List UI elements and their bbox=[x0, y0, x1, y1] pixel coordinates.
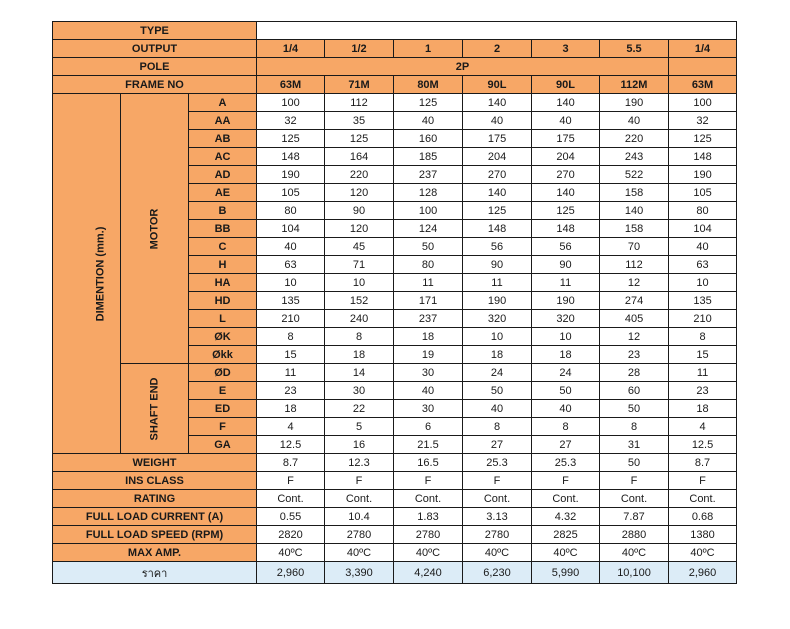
dimension-value: 90 bbox=[325, 202, 394, 220]
dimension-value: 63 bbox=[257, 256, 325, 274]
shaft-value: 50 bbox=[600, 400, 669, 418]
dimension-value: 237 bbox=[394, 310, 463, 328]
shaft-value: 40 bbox=[394, 382, 463, 400]
dimension-value: 220 bbox=[600, 130, 669, 148]
dimension-value: 274 bbox=[600, 292, 669, 310]
dimension-value: 105 bbox=[669, 184, 737, 202]
pole-value bbox=[669, 58, 737, 76]
dimension-value: 8 bbox=[669, 328, 737, 346]
dimension-value: 35 bbox=[325, 112, 394, 130]
ins-class-row bbox=[53, 472, 737, 490]
shaft-row bbox=[53, 364, 737, 382]
dimension-value: 40 bbox=[669, 238, 737, 256]
dimension-value: 148 bbox=[532, 220, 600, 238]
dimension-code: AC bbox=[189, 148, 257, 166]
ins-class-row-value: F bbox=[325, 472, 394, 490]
dimension-code: C bbox=[189, 238, 257, 256]
ins-class-row-label: INS CLASS bbox=[53, 472, 257, 490]
weight-row-value: 25.3 bbox=[463, 454, 532, 472]
dimension-value: 40 bbox=[463, 112, 532, 130]
dimension-value: 210 bbox=[257, 310, 325, 328]
weight-row-label: WEIGHT bbox=[53, 454, 257, 472]
full-load-current-row-label: FULL LOAD CURRENT (A) bbox=[53, 508, 257, 526]
rating-row-value: Cont. bbox=[600, 490, 669, 508]
rating-row-value: Cont. bbox=[394, 490, 463, 508]
price-label: ราคา bbox=[53, 562, 257, 584]
full-load-current-row-value: 1.83 bbox=[394, 508, 463, 526]
dimension-value: 135 bbox=[669, 292, 737, 310]
price-value: 2,960 bbox=[669, 562, 737, 584]
dimension-code: AD bbox=[189, 166, 257, 184]
ins-class-row-value: F bbox=[600, 472, 669, 490]
weight-row-value: 50 bbox=[600, 454, 669, 472]
dimension-value: 56 bbox=[463, 238, 532, 256]
dimension-value: 90 bbox=[532, 256, 600, 274]
max-amp-row-value: 40ºC bbox=[325, 544, 394, 562]
motor-label-text: MOTOR bbox=[148, 208, 161, 249]
dimension-value: 220 bbox=[325, 166, 394, 184]
dimension-value: 148 bbox=[463, 220, 532, 238]
shaft-value: 50 bbox=[463, 382, 532, 400]
max-amp-row-value: 40ºC bbox=[532, 544, 600, 562]
full-load-speed-row-value: 2780 bbox=[394, 526, 463, 544]
dimension-value: 140 bbox=[532, 94, 600, 112]
dimension-value: 148 bbox=[257, 148, 325, 166]
weight-row-value: 25.3 bbox=[532, 454, 600, 472]
dimension-value: 23 bbox=[600, 346, 669, 364]
full-load-current-row-value: 10.4 bbox=[325, 508, 394, 526]
ins-class-row-value: F bbox=[463, 472, 532, 490]
shaft-code: ØD bbox=[189, 364, 257, 382]
dimension-value: 125 bbox=[669, 130, 737, 148]
dimension-value: 80 bbox=[257, 202, 325, 220]
dimension-value: 243 bbox=[600, 148, 669, 166]
shaft-code: F bbox=[189, 418, 257, 436]
full-load-current-row-value: 0.55 bbox=[257, 508, 325, 526]
dimension-value: 320 bbox=[463, 310, 532, 328]
shaft-value: 30 bbox=[394, 400, 463, 418]
dimension-value: 152 bbox=[325, 292, 394, 310]
frame-row-value: 112M bbox=[600, 76, 669, 94]
shaft-value: 40 bbox=[532, 400, 600, 418]
dimension-value: 140 bbox=[463, 94, 532, 112]
dimension-value: 175 bbox=[463, 130, 532, 148]
pole-row bbox=[53, 58, 737, 76]
dimension-value: 90 bbox=[463, 256, 532, 274]
dimension-value: 112 bbox=[600, 256, 669, 274]
dimension-value: 125 bbox=[325, 130, 394, 148]
dimension-value: 70 bbox=[600, 238, 669, 256]
dimension-value: 237 bbox=[394, 166, 463, 184]
weight-row-value: 12.3 bbox=[325, 454, 394, 472]
full-load-speed-row-value: 2780 bbox=[463, 526, 532, 544]
dimension-value: 8 bbox=[325, 328, 394, 346]
output-row-value: 2 bbox=[463, 40, 532, 58]
dimension-value: 120 bbox=[325, 184, 394, 202]
shaft-value: 24 bbox=[532, 364, 600, 382]
output-row-value: 1/4 bbox=[257, 40, 325, 58]
dimension-value: 10 bbox=[463, 328, 532, 346]
shaft-value: 21.5 bbox=[394, 436, 463, 454]
weight-row-value: 16.5 bbox=[394, 454, 463, 472]
dimension-value: 32 bbox=[257, 112, 325, 130]
full-load-current-row-value: 7.87 bbox=[600, 508, 669, 526]
shaft-value: 8 bbox=[532, 418, 600, 436]
dimension-value: 140 bbox=[532, 184, 600, 202]
price-value: 4,240 bbox=[394, 562, 463, 584]
price-value: 10,100 bbox=[600, 562, 669, 584]
dimension-value: 158 bbox=[600, 220, 669, 238]
price-value: 6,230 bbox=[463, 562, 532, 584]
shaft-value: 27 bbox=[532, 436, 600, 454]
dimension-value: 45 bbox=[325, 238, 394, 256]
dimension-value: 56 bbox=[532, 238, 600, 256]
dimension-value: 12 bbox=[600, 274, 669, 292]
dimension-code: A bbox=[189, 94, 257, 112]
dimension-value: 204 bbox=[532, 148, 600, 166]
dimension-value: 15 bbox=[669, 346, 737, 364]
dimension-code: HA bbox=[189, 274, 257, 292]
dimension-value: 190 bbox=[257, 166, 325, 184]
max-amp-row-value: 40ºC bbox=[463, 544, 532, 562]
shaft-value: 30 bbox=[394, 364, 463, 382]
output-row-value: 3 bbox=[532, 40, 600, 58]
shaft-value: 18 bbox=[669, 400, 737, 418]
shaft-value: 50 bbox=[532, 382, 600, 400]
full-load-speed-row-value: 2825 bbox=[532, 526, 600, 544]
dimension-value: 100 bbox=[257, 94, 325, 112]
shaft-value: 16 bbox=[325, 436, 394, 454]
shaft-value: 22 bbox=[325, 400, 394, 418]
type-label: TYPE bbox=[53, 22, 257, 40]
frame-row-label: FRAME NO bbox=[53, 76, 257, 94]
rating-row-label: RATING bbox=[53, 490, 257, 508]
motor-spec-table bbox=[52, 21, 737, 584]
dimension-value: 105 bbox=[257, 184, 325, 202]
rating-row-value: Cont. bbox=[463, 490, 532, 508]
max-amp-row-value: 40ºC bbox=[669, 544, 737, 562]
shaft-value: 23 bbox=[257, 382, 325, 400]
dimension-value: 15 bbox=[257, 346, 325, 364]
shaft-value: 27 bbox=[463, 436, 532, 454]
shaft-value: 60 bbox=[600, 382, 669, 400]
dimension-value: 80 bbox=[394, 256, 463, 274]
shaft-end-label-text: SHAFT END bbox=[148, 377, 161, 440]
ins-class-row-value: F bbox=[257, 472, 325, 490]
shaft-value: 23 bbox=[669, 382, 737, 400]
dimension-value: 164 bbox=[325, 148, 394, 166]
rating-row-value: Cont. bbox=[257, 490, 325, 508]
full-load-speed-row-label: FULL LOAD SPEED (RPM) bbox=[53, 526, 257, 544]
output-row-value: 1/2 bbox=[325, 40, 394, 58]
dimension-value: 171 bbox=[394, 292, 463, 310]
dimension-value: 40 bbox=[394, 112, 463, 130]
price-value: 3,390 bbox=[325, 562, 394, 584]
dimension-value: 522 bbox=[600, 166, 669, 184]
shaft-code: E bbox=[189, 382, 257, 400]
dimension-value: 210 bbox=[669, 310, 737, 328]
price-value: 5,990 bbox=[532, 562, 600, 584]
dimension-value: 270 bbox=[532, 166, 600, 184]
shaft-code: ED bbox=[189, 400, 257, 418]
type-value bbox=[257, 22, 737, 40]
dimension-value: 40 bbox=[532, 112, 600, 130]
rating-row-value: Cont. bbox=[532, 490, 600, 508]
pole-value: 2P bbox=[257, 58, 669, 76]
dimension-value: 40 bbox=[257, 238, 325, 256]
dimension-row bbox=[53, 94, 737, 112]
frame-row-value: 80M bbox=[394, 76, 463, 94]
dimension-value: 11 bbox=[532, 274, 600, 292]
dimension-value: 19 bbox=[394, 346, 463, 364]
weight-row-value: 8.7 bbox=[669, 454, 737, 472]
rating-row-value: Cont. bbox=[669, 490, 737, 508]
dimension-value: 40 bbox=[600, 112, 669, 130]
dimension-value: 135 bbox=[257, 292, 325, 310]
max-amp-row bbox=[53, 544, 737, 562]
shaft-end-label bbox=[121, 364, 189, 454]
dimension-value: 190 bbox=[463, 292, 532, 310]
dimension-value: 120 bbox=[325, 220, 394, 238]
dimension-value: 11 bbox=[463, 274, 532, 292]
weight-row bbox=[53, 454, 737, 472]
max-amp-row-value: 40ºC bbox=[257, 544, 325, 562]
dimension-value: 140 bbox=[463, 184, 532, 202]
dimension-value: 148 bbox=[669, 148, 737, 166]
dimension-value: 71 bbox=[325, 256, 394, 274]
dimension-value: 18 bbox=[463, 346, 532, 364]
shaft-value: 31 bbox=[600, 436, 669, 454]
output-row-value: 1/4 bbox=[669, 40, 737, 58]
output-row-label: OUTPUT bbox=[53, 40, 257, 58]
dimension-value: 100 bbox=[669, 94, 737, 112]
full-load-current-row-value: 0.68 bbox=[669, 508, 737, 526]
dimension-value: 190 bbox=[532, 292, 600, 310]
full-load-speed-row-value: 1380 bbox=[669, 526, 737, 544]
dimension-value: 125 bbox=[463, 202, 532, 220]
shaft-value: 8 bbox=[600, 418, 669, 436]
shaft-value: 40 bbox=[463, 400, 532, 418]
dimension-value: 125 bbox=[257, 130, 325, 148]
dimension-value: 104 bbox=[257, 220, 325, 238]
dimension-value: 185 bbox=[394, 148, 463, 166]
dimension-value: 18 bbox=[394, 328, 463, 346]
frame-row-value: 71M bbox=[325, 76, 394, 94]
dimention-label bbox=[53, 94, 121, 454]
dimension-value: 160 bbox=[394, 130, 463, 148]
weight-row-value: 8.7 bbox=[257, 454, 325, 472]
type-row bbox=[53, 22, 737, 40]
shaft-value: 12.5 bbox=[257, 436, 325, 454]
shaft-value: 28 bbox=[600, 364, 669, 382]
full-load-current-row-value: 4.32 bbox=[532, 508, 600, 526]
dimension-value: 50 bbox=[394, 238, 463, 256]
dimention-label-text: DIMENTION (mm.) bbox=[94, 226, 107, 321]
full-load-current-row-value: 3.13 bbox=[463, 508, 532, 526]
dimension-value: 10 bbox=[532, 328, 600, 346]
shaft-value: 14 bbox=[325, 364, 394, 382]
dimension-code: H bbox=[189, 256, 257, 274]
dimension-value: 32 bbox=[669, 112, 737, 130]
dimension-value: 204 bbox=[463, 148, 532, 166]
dimension-value: 18 bbox=[532, 346, 600, 364]
shaft-value: 5 bbox=[325, 418, 394, 436]
dimension-value: 125 bbox=[532, 202, 600, 220]
motor-label bbox=[121, 94, 189, 364]
shaft-value: 11 bbox=[669, 364, 737, 382]
full-load-speed-row-value: 2880 bbox=[600, 526, 669, 544]
dimension-code: ØK bbox=[189, 328, 257, 346]
rating-row bbox=[53, 490, 737, 508]
dimension-value: 112 bbox=[325, 94, 394, 112]
full-load-current-row bbox=[53, 508, 737, 526]
full-load-speed-row-value: 2780 bbox=[325, 526, 394, 544]
pole-label: POLE bbox=[53, 58, 257, 76]
dimension-value: 175 bbox=[532, 130, 600, 148]
dimension-value: 240 bbox=[325, 310, 394, 328]
shaft-value: 8 bbox=[463, 418, 532, 436]
max-amp-row-value: 40ºC bbox=[394, 544, 463, 562]
dimension-value: 158 bbox=[600, 184, 669, 202]
shaft-value: 11 bbox=[257, 364, 325, 382]
dimension-value: 10 bbox=[257, 274, 325, 292]
max-amp-row-label: MAX AMP. bbox=[53, 544, 257, 562]
frame-row-value: 63M bbox=[669, 76, 737, 94]
dimension-value: 10 bbox=[325, 274, 394, 292]
dimension-value: 11 bbox=[394, 274, 463, 292]
dimension-value: 270 bbox=[463, 166, 532, 184]
dimension-value: 405 bbox=[600, 310, 669, 328]
dimension-code: AA bbox=[189, 112, 257, 130]
ins-class-row-value: F bbox=[394, 472, 463, 490]
shaft-value: 4 bbox=[669, 418, 737, 436]
frame-row-value: 90L bbox=[463, 76, 532, 94]
frame-row-value: 90L bbox=[532, 76, 600, 94]
max-amp-row-value: 40ºC bbox=[600, 544, 669, 562]
output-row-value: 5.5 bbox=[600, 40, 669, 58]
shaft-value: 4 bbox=[257, 418, 325, 436]
dimension-value: 128 bbox=[394, 184, 463, 202]
dimension-value: 80 bbox=[669, 202, 737, 220]
dimension-code: HD bbox=[189, 292, 257, 310]
dimension-value: 124 bbox=[394, 220, 463, 238]
shaft-value: 24 bbox=[463, 364, 532, 382]
dimension-value: 190 bbox=[669, 166, 737, 184]
price-value: 2,960 bbox=[257, 562, 325, 584]
dimension-code: B bbox=[189, 202, 257, 220]
dimension-value: 10 bbox=[669, 274, 737, 292]
frame-row-value: 63M bbox=[257, 76, 325, 94]
dimension-value: 8 bbox=[257, 328, 325, 346]
dimension-code: BB bbox=[189, 220, 257, 238]
dimension-value: 100 bbox=[394, 202, 463, 220]
dimension-code: L bbox=[189, 310, 257, 328]
full-load-speed-row-value: 2820 bbox=[257, 526, 325, 544]
shaft-value: 6 bbox=[394, 418, 463, 436]
dimension-code: Økk bbox=[189, 346, 257, 364]
output-row bbox=[53, 40, 737, 58]
dimension-value: 63 bbox=[669, 256, 737, 274]
dimension-value: 320 bbox=[532, 310, 600, 328]
dimension-value: 12 bbox=[600, 328, 669, 346]
ins-class-row-value: F bbox=[669, 472, 737, 490]
shaft-value: 30 bbox=[325, 382, 394, 400]
shaft-code: GA bbox=[189, 436, 257, 454]
dimension-code: AB bbox=[189, 130, 257, 148]
frame-row bbox=[53, 76, 737, 94]
dimension-value: 140 bbox=[600, 202, 669, 220]
shaft-value: 18 bbox=[257, 400, 325, 418]
output-row-value: 1 bbox=[394, 40, 463, 58]
dimension-value: 190 bbox=[600, 94, 669, 112]
dimension-value: 104 bbox=[669, 220, 737, 238]
full-load-speed-row bbox=[53, 526, 737, 544]
price-row bbox=[53, 562, 737, 584]
ins-class-row-value: F bbox=[532, 472, 600, 490]
dimension-value: 18 bbox=[325, 346, 394, 364]
dimension-code: AE bbox=[189, 184, 257, 202]
rating-row-value: Cont. bbox=[325, 490, 394, 508]
shaft-value: 12.5 bbox=[669, 436, 737, 454]
dimension-value: 125 bbox=[394, 94, 463, 112]
